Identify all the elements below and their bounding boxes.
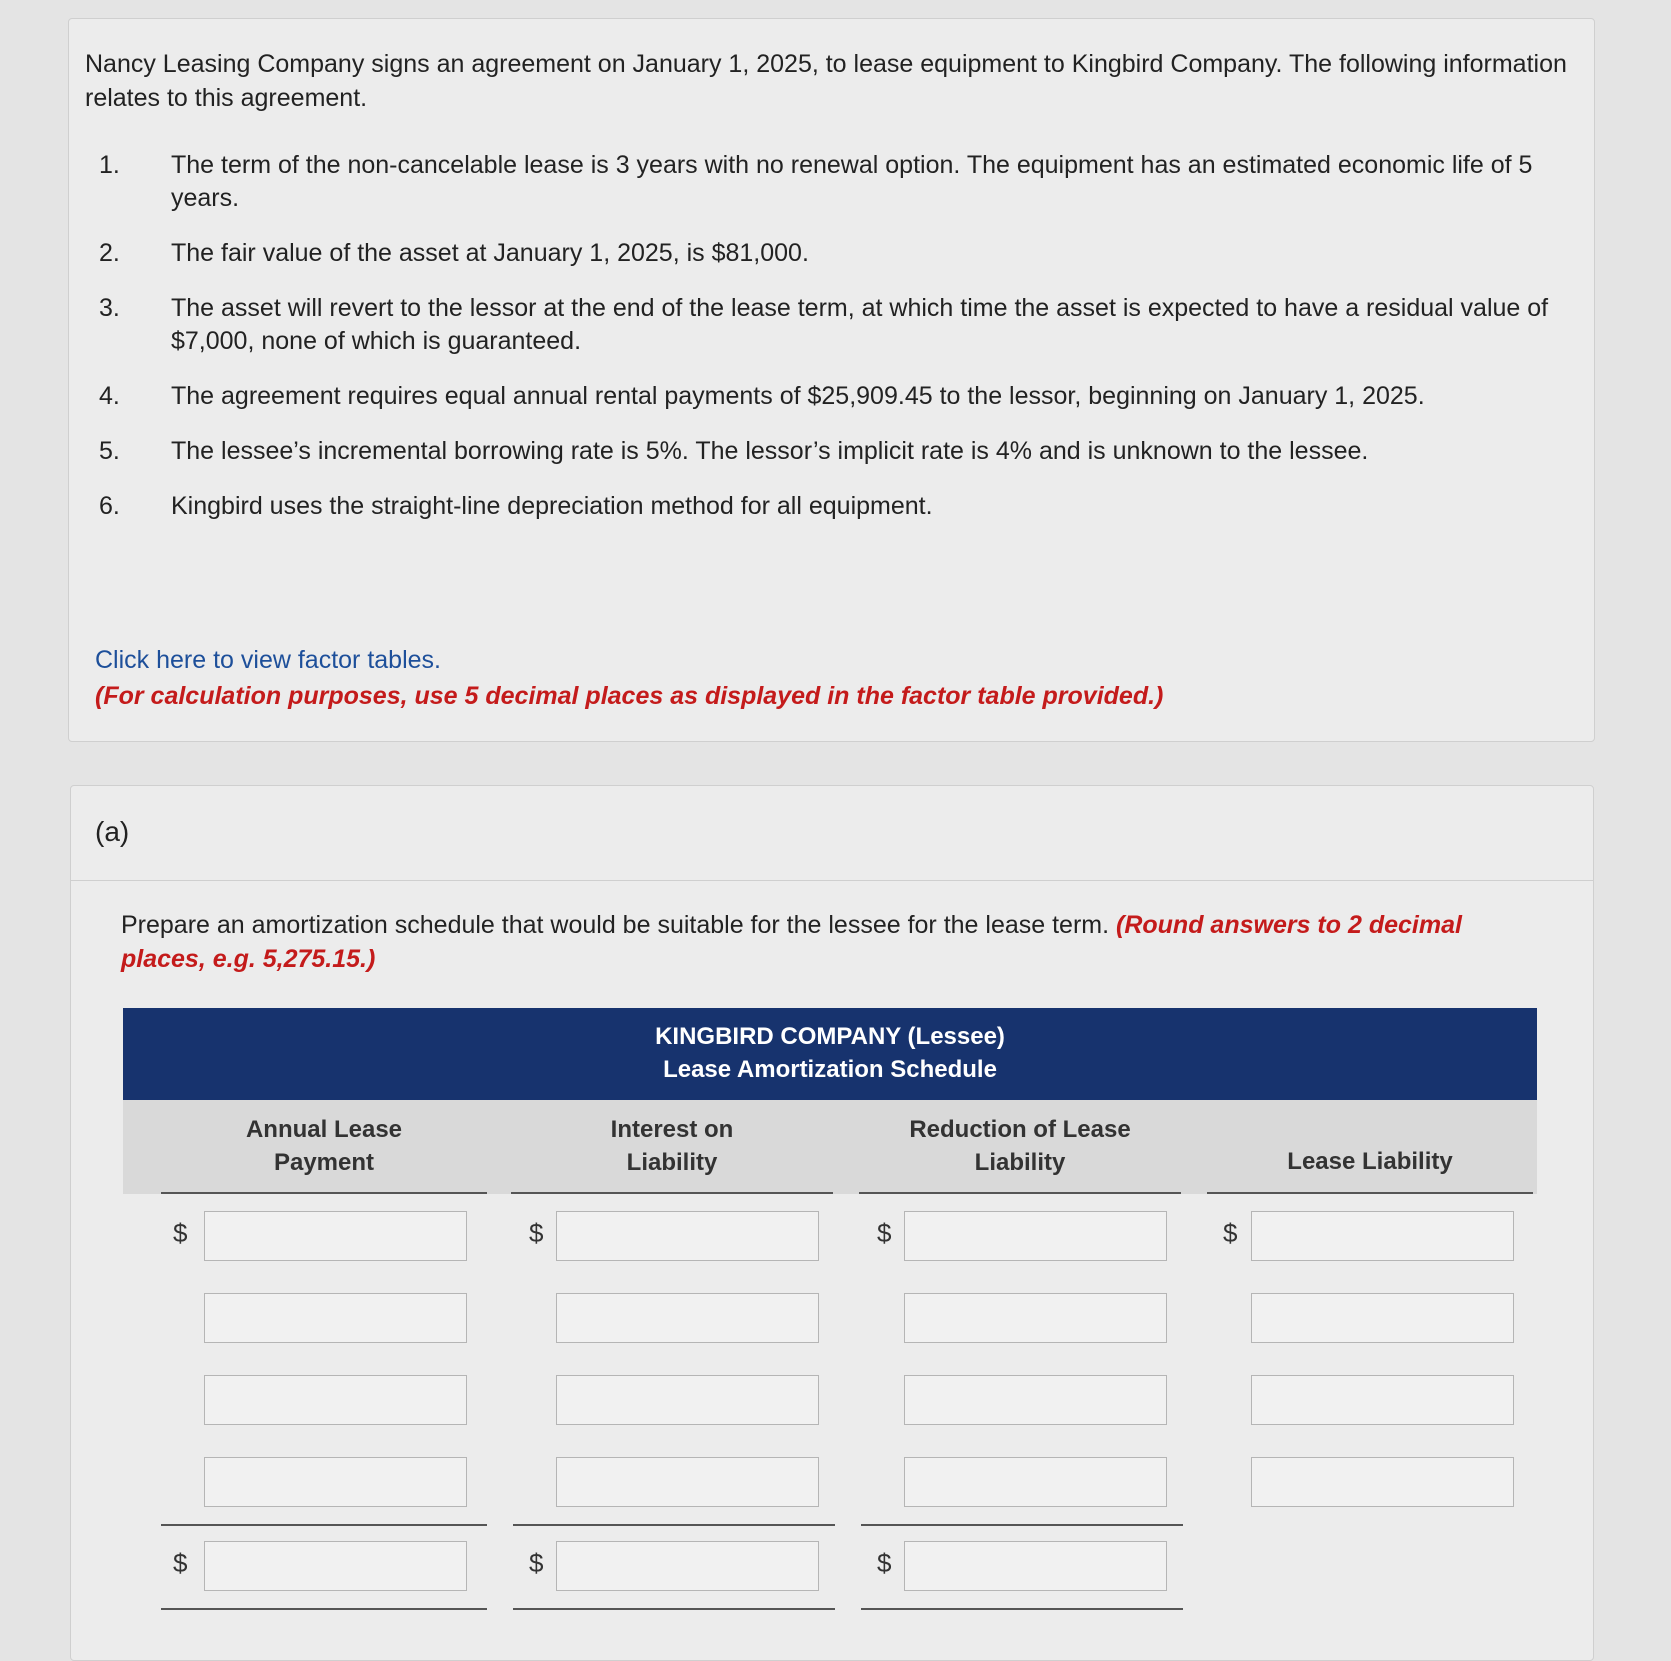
rounding-note: (Round answers to 2 decimal places, e.g. 5,275.15.): [121, 911, 1462, 973]
column-header-line: Liability: [974, 1149, 1066, 1176]
info-item-number: 6.: [99, 492, 120, 520]
part-label: (a): [95, 816, 130, 847]
info-list: [99, 149, 1569, 545]
info-item-number: 5.: [99, 437, 120, 465]
currency-symbol: $: [529, 1548, 544, 1578]
row-4-payment-input[interactable]: [204, 1457, 467, 1507]
currency-symbol: $: [1223, 1218, 1238, 1248]
row-1-payment-input[interactable]: [204, 1211, 467, 1261]
row-4-liability-input[interactable]: [1251, 1457, 1514, 1507]
column-header-line: Annual Lease: [245, 1116, 403, 1143]
subtotal-line: [861, 1524, 1183, 1526]
info-item-number: 4.: [99, 382, 120, 410]
info-item-6: [99, 490, 1569, 523]
info-item-3: [99, 292, 1569, 358]
column-header-row: [123, 1100, 1537, 1194]
total-payment-input[interactable]: [204, 1541, 467, 1591]
calculation-note: (For calculation purposes, use 5 decimal places as displayed in the factor table provided.): [95, 682, 1164, 710]
part-a-instruction: [121, 908, 1541, 976]
row-4-interest-input[interactable]: [556, 1457, 819, 1507]
instruction-text: Prepare an amortization schedule that would be suitable for the lessee for the lease term.: [121, 911, 1110, 939]
column-header-annual-lease-payment: [161, 1100, 487, 1194]
info-item-number: 3.: [99, 294, 120, 322]
info-item-number: 1.: [99, 151, 120, 179]
currency-symbol: $: [173, 1548, 188, 1578]
row-1-reduction-input[interactable]: [904, 1211, 1167, 1261]
schedule-title-bar: [123, 1008, 1537, 1100]
info-item-text: The term of the non-cancelable lease is 3 years with no renewal option. The equipment has an estimated economic life of 5 years.: [171, 151, 1533, 212]
schedule-name: Lease Amortization Schedule: [663, 1056, 997, 1083]
problem-statement-box: [68, 18, 1595, 742]
row-2-liability-input[interactable]: [1251, 1293, 1514, 1343]
row-2-reduction-input[interactable]: [904, 1293, 1167, 1343]
total-underline: [161, 1608, 487, 1610]
column-header-line: Lease Liability: [1287, 1148, 1453, 1175]
currency-symbol: $: [529, 1218, 544, 1248]
currency-symbol: $: [877, 1218, 892, 1248]
currency-symbol: $: [173, 1218, 188, 1248]
schedule-company-name: KINGBIRD COMPANY (Lessee): [655, 1023, 1005, 1050]
column-header-line: Reduction of Lease: [909, 1116, 1131, 1143]
total-interest-input[interactable]: [556, 1541, 819, 1591]
column-header-interest-on-liability: [511, 1100, 833, 1194]
part-a-box: [70, 785, 1594, 1661]
column-header-lease-liability: [1207, 1100, 1533, 1194]
row-1-liability-input[interactable]: [1251, 1211, 1514, 1261]
row-4-reduction-input[interactable]: [904, 1457, 1167, 1507]
info-item-text: The lessee’s incremental borrowing rate is 5%. The lessor’s implicit rate is 4% and is unknown to the lessee.: [171, 437, 1369, 465]
info-item-text: The fair value of the asset at January 1, 2025, is $81,000.: [171, 239, 809, 267]
info-item-5: [99, 435, 1569, 468]
row-2-payment-input[interactable]: [204, 1293, 467, 1343]
info-item-text: Kingbird uses the straight-line depreciation method for all equipment.: [171, 492, 933, 520]
subtotal-line: [513, 1524, 835, 1526]
row-3-liability-input[interactable]: [1251, 1375, 1514, 1425]
column-header-line: Liability: [626, 1149, 718, 1176]
row-2-interest-input[interactable]: [556, 1293, 819, 1343]
column-header-reduction-of-lease-liability: [859, 1100, 1181, 1194]
info-item-4: [99, 380, 1569, 413]
problem-intro: Nancy Leasing Company signs an agreement on January 1, 2025, to lease equipment to Kingbird Company. The following information relates to this agreement.: [85, 50, 1567, 112]
total-reduction-input[interactable]: [904, 1541, 1167, 1591]
info-item-text: The agreement requires equal annual rental payments of $25,909.45 to the lessor, beginning on January 1, 2025.: [171, 382, 1425, 410]
row-3-interest-input[interactable]: [556, 1375, 819, 1425]
row-3-payment-input[interactable]: [204, 1375, 467, 1425]
total-underline: [513, 1608, 835, 1610]
currency-symbol: $: [877, 1548, 892, 1578]
total-underline: [861, 1608, 1183, 1610]
info-item-2: [99, 237, 1569, 270]
column-header-line: Interest on: [610, 1116, 734, 1143]
info-item-text: The asset will revert to the lessor at the end of the lease term, at which time the asset is expected to have a residual value of $7,000, none of which is guaranteed.: [171, 294, 1549, 355]
column-header-line: Payment: [273, 1149, 375, 1176]
info-item-1: [99, 149, 1569, 215]
row-1-interest-input[interactable]: [556, 1211, 819, 1261]
row-3-reduction-input[interactable]: [904, 1375, 1167, 1425]
part-a-header: [71, 786, 1593, 881]
subtotal-line: [161, 1524, 487, 1526]
info-item-number: 2.: [99, 239, 120, 267]
factor-tables-link[interactable]: Click here to view factor tables.: [95, 646, 441, 674]
